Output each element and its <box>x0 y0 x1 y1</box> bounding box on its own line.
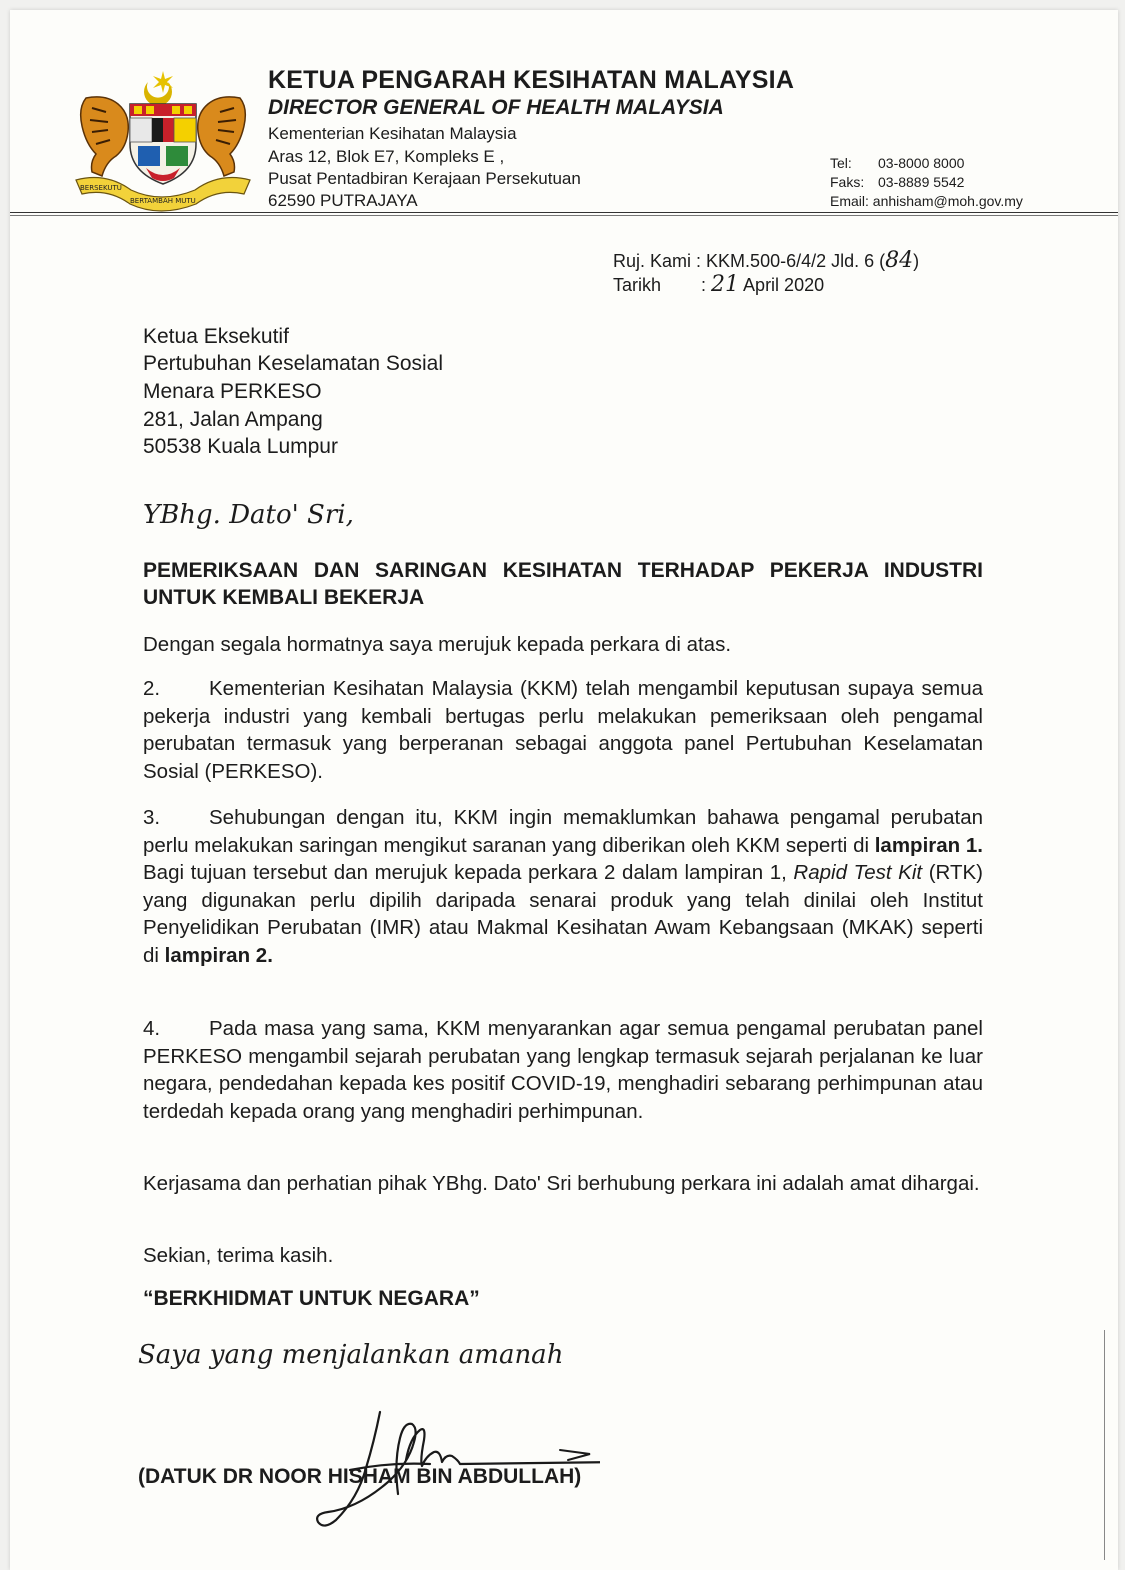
header-address-line: Pusat Pentadbiran Kerajaan Persekutuan <box>268 169 581 188</box>
reference-label: Ruj. Kami : <box>613 251 702 271</box>
italic-term: Rapid Test Kit <box>793 861 923 884</box>
body-paragraph <box>143 675 983 785</box>
crest-motto-left: BERSEKUTU <box>80 184 122 192</box>
paragraph-text: Kementerian Kesihatan Malaysia (KKM) telah mengambil keputusan supaya semua pekerja industri yang kembali bertugas perlu melakukan pemeriksaan oleh pengamal perubatan termasuk yang berperanan sebagai anggota panel Pertubuhan Keselamatan Sosial (PERKESO). <box>143 677 983 783</box>
paragraph-number: 4. <box>143 1017 161 1040</box>
reference-number <box>613 248 919 273</box>
crest-motto-right: BERTAMBAH MUTU <box>130 197 196 205</box>
fax-value: 03-8889 5542 <box>878 174 965 190</box>
header-telephone <box>830 155 964 171</box>
reference-handwritten-number: 84 <box>885 248 914 273</box>
recipient-line: 50538 Kuala Lumpur <box>143 435 338 458</box>
header-subtitle: DIRECTOR GENERAL OF HEALTH MALAYSIA <box>268 96 724 119</box>
paragraph-number: 2. <box>143 677 161 700</box>
paragraph-text: Bagi tujuan tersebut dan merujuk kepada perkara 2 dalam lampiran 1, <box>143 861 794 884</box>
page-edge-mark <box>1104 1330 1105 1560</box>
body-paragraph: Kerjasama dan perhatian pihak YBhg. Dato' Sri berhubung perkara ini adalah amat dihargai. <box>143 1172 980 1195</box>
fax-label: Faks: <box>830 174 865 190</box>
attachment-reference: lampiran 2. <box>164 943 273 967</box>
date-handwritten-day: 21 <box>711 272 740 297</box>
recipient-line: Ketua Eksekutif <box>143 325 289 348</box>
date-colon: : <box>701 275 707 295</box>
email-value: anhisham@moh.gov.my <box>872 193 1023 209</box>
header-divider <box>10 212 1118 213</box>
letter-subject: PEMERIKSAAN DAN SARINGAN KESIHATAN TERHADAP PEKERJA INDUSTRI UNTUK KEMBALI BEKERJA <box>143 559 983 609</box>
header-fax <box>830 174 964 190</box>
trust-line: Saya yang menjalankan amanah <box>138 1340 564 1370</box>
reference-close: ) <box>913 251 920 271</box>
paragraph-number: 3. <box>143 806 161 829</box>
malaysia-coat-of-arms-icon <box>68 68 258 213</box>
header-address-line: Kementerian Kesihatan Malaysia <box>268 124 517 143</box>
paragraph-text: Pada masa yang sama, KKM menyarankan agar semua pengamal perubatan panel PERKESO mengambil sejarah perubatan yang lengkap termasuk sejarah perjalanan ke luar negara, pendedahan kepada kes positif COVID-19, menghadiri sebarang perhimpunan atau terdedah kepada orang yang menghadiri perhimpunan. <box>143 1017 983 1123</box>
body-paragraph: Dengan segala hormatnya saya merujuk kepada perkara di atas. <box>143 633 732 656</box>
reference-value: KKM.500-6/4/2 Jld. 6 ( <box>706 251 886 271</box>
recipient-line: Pertubuhan Keselamatan Sosial <box>143 352 444 375</box>
tel-label: Tel: <box>830 155 852 171</box>
header-email <box>830 193 1023 209</box>
salutation: YBhg. Dato' Sri, <box>143 500 354 530</box>
recipient-line: Menara PERKESO <box>143 380 322 403</box>
letter-date <box>613 272 824 297</box>
date-label: Tarikh <box>613 275 662 295</box>
body-paragraph <box>143 1015 983 1125</box>
header-address-line: Aras 12, Blok E7, Kompleks E , <box>268 147 505 166</box>
motto: “BERKHIDMAT UNTUK NEGARA” <box>143 1287 480 1310</box>
closing-line: Sekian, terima kasih. <box>143 1244 334 1267</box>
header-address-line: 62590 PUTRAJAYA <box>268 191 418 210</box>
paragraph-text: (RTK) yang digunakan perlu dipilih daripada senarai produk yang telah dinilai oleh Institut Penyelidikan Perubatan (IMR) atau Makmal Kesihatan Awam Kebangsaan (MKAK) seperti di <box>143 861 983 967</box>
attachment-reference: lampiran 1. <box>874 833 983 857</box>
header-title: KETUA PENGARAH KESIHATAN MALAYSIA <box>268 66 795 94</box>
email-label: Email: <box>830 193 869 209</box>
signatory-name: (DATUK DR NOOR HISHAM BIN ABDULLAH) <box>138 1465 582 1488</box>
date-month-year: April 2020 <box>743 275 825 295</box>
header-divider <box>10 215 1118 216</box>
paragraph-text: Sehubungan dengan itu, KKM ingin memaklumkan bahawa pengamal perubatan perlu melakukan saringan mengikut saranan yang diberikan oleh KKM seperti di <box>143 806 983 857</box>
recipient-line: 281, Jalan Ampang <box>143 408 323 431</box>
body-paragraph <box>143 804 983 969</box>
letter-page <box>10 10 1118 1570</box>
tel-value: 03-8000 8000 <box>878 155 965 171</box>
